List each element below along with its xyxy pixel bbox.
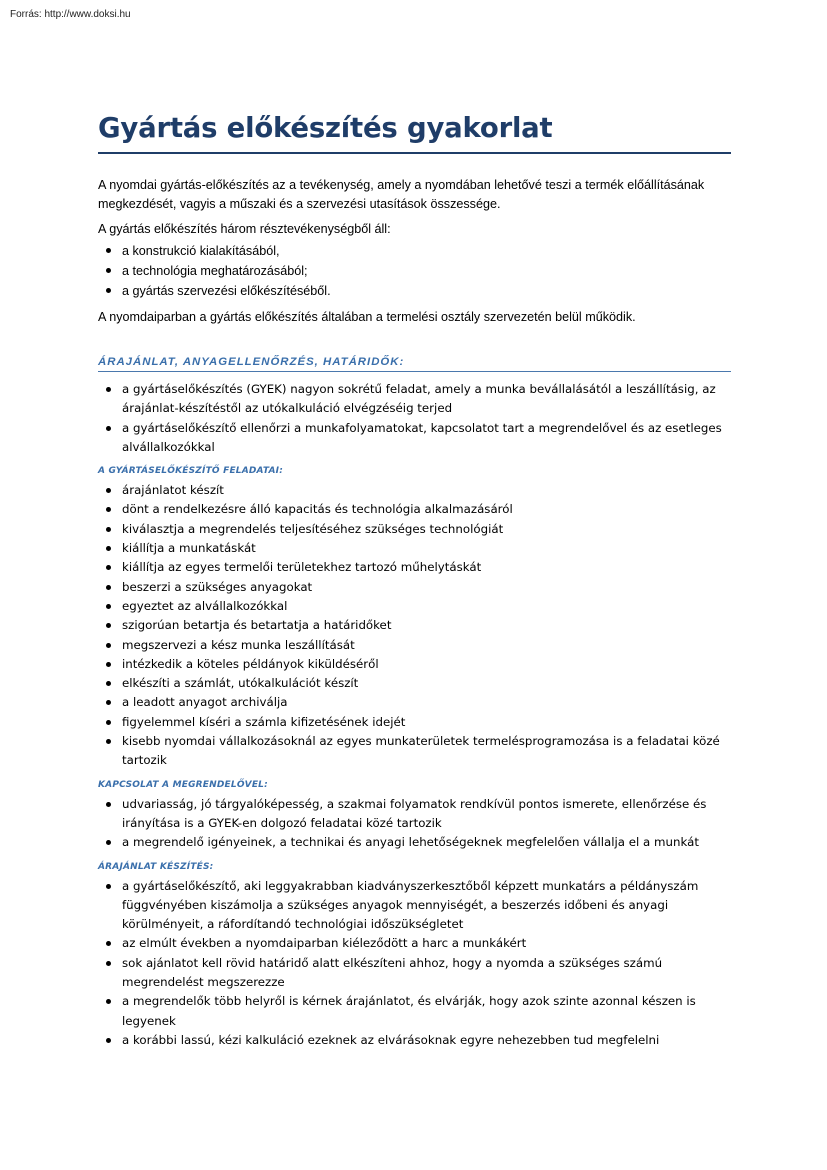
- list-item: szigorúan betartja és betartatja a határidőket: [98, 616, 731, 635]
- list-item: egyeztet az alvállalkozókkal: [98, 597, 731, 616]
- list-item: sok ajánlatot kell rövid határidő alatt elkészíteni ahhoz, hogy a nyomda a szükséges számú megrendelést megszerezze: [98, 954, 731, 993]
- list-item: beszerzi a szükséges anyagokat: [98, 578, 731, 597]
- document-page: [98, 112, 731, 1050]
- list-item: megszervezi a kész munka leszállítását: [98, 636, 731, 655]
- list-item: árajánlatot készít: [98, 481, 731, 500]
- list-item: kiválasztja a megrendelés teljesítéséhez szükséges technológiát: [98, 520, 731, 539]
- list-item: a gyártáselőkészítés (GYEK) nagyon sokrétű feladat, amely a munka bevállalásától a leszállításig, az árajánlat-készítéstől az utókalkuláció elvégzéséig terjed: [98, 380, 731, 419]
- list-item: a megrendelő igényeinek, a technikai és anyagi lehetőségeknek megfelelően vállalja el a munkát: [98, 833, 731, 852]
- contact-heading: KAPCSOLAT A MEGRENDELŐVEL:: [98, 779, 268, 790]
- page-title: Gyártás előkészítés gyakorlat: [98, 112, 731, 154]
- list-item: dönt a rendelkezésre álló kapacitás és technológia alkalmazásáról: [98, 500, 731, 519]
- list-item: a gyártás szervezési előkészítéséből.: [98, 281, 731, 301]
- list-item: a leadott anyagot archiválja: [98, 693, 731, 712]
- list-item: a megrendelők több helyről is kérnek árajánlatot, és elvárják, hogy azok szinte azonnal készen is legyenek: [98, 992, 731, 1031]
- list-item: a gyártáselőkészítő ellenőrzi a munkafolyamatokat, kapcsolatot tart a megrendelővel és az esetleges alvállalkozókkal: [98, 419, 731, 458]
- quote-list: [98, 877, 731, 1051]
- intro-paragraph: A nyomdaiparban a gyártás előkészítés általában a termelési osztály szervezetén belül működik.: [98, 309, 636, 324]
- list-item: elkészíti a számlát, utókalkulációt készít: [98, 674, 731, 693]
- section-list: [98, 380, 731, 457]
- list-item: kiállítja az egyes termelői területekhez tartozó műhelytáskát: [98, 558, 731, 577]
- tasks-heading: A GYÁRTÁSELŐKÉSZÍTŐ FELADATAI:: [98, 466, 284, 477]
- list-item: a korábbi lassú, kézi kalkuláció ezeknek az elvárásoknak egyre nehezebben tud megfelelni: [98, 1031, 731, 1050]
- section-body: [98, 380, 731, 1050]
- list-item: kisebb nyomdai vállalkozásoknál az egyes munkaterületek termelésprogramozása is a feladatai közé tartozik: [98, 732, 731, 771]
- intro-paragraph: A gyártás előkészítés három résztevékenységből áll:: [98, 222, 391, 236]
- list-item: kiállítja a munkatáskát: [98, 539, 731, 558]
- list-item: a technológia meghatározásából;: [98, 261, 731, 281]
- section-heading: ÁRAJÁNLAT, ANYAGELLENŐRZÉS, HATÁRIDŐK:: [98, 356, 731, 372]
- list-item: a konstrukció kialakításából,: [98, 241, 731, 261]
- list-item: udvariasság, jó tárgyalóképesség, a szakmai folyamatok rendkívül pontos ismerete, ellenőrzése és irányítása is a GYEK-en dolgozó feladatai közé tartozik: [98, 795, 731, 834]
- intro-paragraph: A nyomdai gyártás-előkészítés az a tevékenység, amely a nyomdában lehetővé teszi a termék előállításának megkezdését, vagyis a műszaki és a szervezési utasítások összessége.: [98, 178, 705, 211]
- tasks-list: [98, 481, 731, 770]
- source-line: Forrás: http://www.doksi.hu: [10, 9, 131, 20]
- intro-block: [98, 176, 731, 326]
- intro-list: [98, 241, 731, 301]
- list-item: intézkedik a köteles példányok kiküldéséről: [98, 655, 731, 674]
- contact-list: [98, 795, 731, 853]
- list-item: a gyártáselőkészítő, aki leggyakrabban kiadványszerkesztőből képzett munkatárs a példányszám függvényében kiszámolja a szükséges anyagok mennyiségét, a beszerzés időbeni és anyagi körülményeit, a ráfordítandó technológiai időszükségletet: [98, 877, 731, 935]
- list-item: figyelemmel kíséri a számla kifizetésének idejét: [98, 713, 731, 732]
- quote-heading: ÁRAJÁNLAT KÉSZÍTÉS:: [98, 861, 214, 872]
- list-item: az elmúlt években a nyomdaiparban kiéleződött a harc a munkákért: [98, 934, 731, 953]
